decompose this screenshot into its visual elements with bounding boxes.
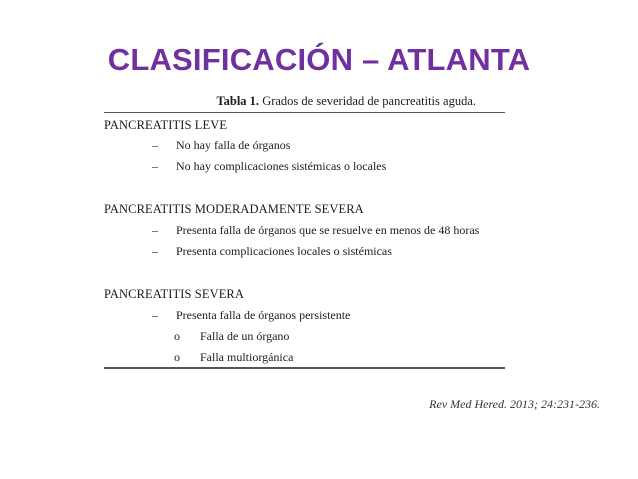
dash-marker: – [152,159,158,173]
list-item-text: Presenta falla de órganos que se resuelve en menos de 48 horas [176,223,480,237]
list-item-text: Presenta falla de órganos persistente [176,308,351,322]
citation: Rev Med Hered. 2013; 24:231-236. [429,397,600,411]
list-item [152,137,291,153]
section-heading-severa: PANCREATITIS SEVERA [104,287,244,301]
table-caption [104,93,476,109]
slide-title: CLASIFICACIÓN – ATLANTA [107,42,531,77]
list-item [152,307,351,323]
sub-list-item-text: Falla de un órgano [200,329,290,343]
circle-marker: o [174,329,180,343]
sub-list-item-text: Falla multiorgánica [200,350,294,364]
list-item [152,243,392,259]
dash-marker: – [152,308,158,322]
sub-list-item [174,349,294,365]
list-item [152,222,480,238]
dash-marker: – [152,223,158,237]
table-caption-label: Tabla 1. [216,94,260,108]
table-caption-text: Grados de severidad de pancreatitis aguda. [259,94,476,108]
severity-table [104,93,505,373]
list-item-text: Presenta complicaciones locales o sistémicas [176,244,392,258]
table-top-rule [104,112,505,113]
section-heading-leve: PANCREATITIS LEVE [104,118,228,132]
section-heading-moderada: PANCREATITIS MODERADAMENTE SEVERA [104,202,364,216]
dash-marker: – [152,138,158,152]
list-item [152,158,387,174]
circle-marker: o [174,350,180,364]
list-item-text: No hay falla de órganos [176,138,291,152]
sub-list-item [174,328,290,344]
list-item-text: No hay complicaciones sistémicas o locales [176,159,387,173]
dash-marker: – [152,244,158,258]
table-bottom-rule [104,367,505,369]
